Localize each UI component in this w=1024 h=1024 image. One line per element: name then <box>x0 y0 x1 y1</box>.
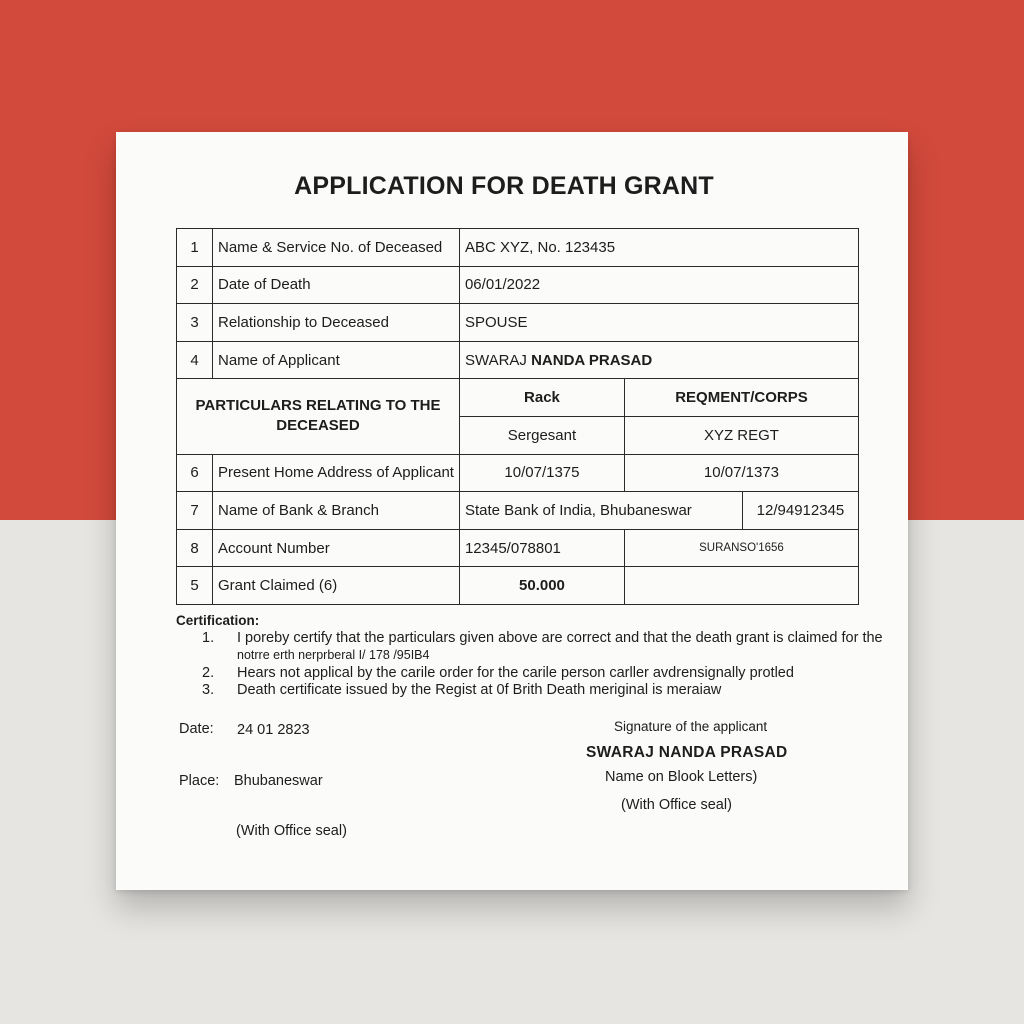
table-row <box>177 492 859 530</box>
row-label: Relationship to Deceased <box>213 304 460 342</box>
document-title: APPLICATION FOR DEATH GRANT <box>294 172 714 200</box>
row-value-secondary <box>624 567 858 605</box>
rank-header: Rack <box>459 379 624 417</box>
place-label: Place: <box>179 773 220 789</box>
signature-caption: Signature of the applicant <box>614 719 768 734</box>
particulars-heading: PARTICULARS RELATING TO THE DECEASED <box>177 379 460 454</box>
table-row <box>177 454 859 492</box>
row-number: 3 <box>177 304 213 342</box>
row-number: 7 <box>177 492 213 530</box>
applicant-name-block-letters: SWARAJ NANDA PRASAD <box>586 744 788 761</box>
row-value-secondary: 12/94912345 <box>742 492 858 530</box>
row-label: Present Home Address of Applicant <box>213 454 460 492</box>
table-row <box>177 266 859 304</box>
row-number: 8 <box>177 529 213 567</box>
row-number: 1 <box>177 229 213 267</box>
table-row <box>177 567 859 605</box>
office-seal-note-right: (With Office seal) <box>621 797 732 813</box>
place-value: Bhubaneswar <box>234 773 323 789</box>
particulars-header-row <box>177 379 859 417</box>
date-value: 24 01 2823 <box>237 722 310 738</box>
row-value: SPOUSE <box>459 304 858 342</box>
regiment-header: REQMENT/CORPS <box>624 379 858 417</box>
certification-item-number: 1. <box>202 630 215 646</box>
regiment-value: XYZ REGT <box>624 416 858 454</box>
rank-value: Sergesant <box>459 416 624 454</box>
certification-heading: Certification: <box>176 613 260 628</box>
row-label: Grant Claimed (6) <box>213 567 460 605</box>
certification-item-text: Death certificate issued by the Regist at 0f Brith Death meriginal is meraiaw <box>237 682 722 698</box>
row-number: 2 <box>177 266 213 304</box>
row-value: 12345/078801 <box>459 529 624 567</box>
table-row <box>177 341 859 379</box>
applicant-first-name: SWARAJ <box>464 351 527 369</box>
row-value: 10/07/1375 <box>459 454 624 492</box>
row-value: State Bank of India, Bhubaneswar <box>459 492 742 530</box>
applicant-surname: NANDA PRASAD <box>531 351 653 369</box>
row-number: 5 <box>177 567 213 605</box>
row-label: Date of Death <box>213 266 460 304</box>
document-sheet <box>116 132 908 890</box>
office-seal-note-left: (With Office seal) <box>236 823 347 839</box>
row-label: Name of Applicant <box>213 341 460 379</box>
name-caption: Name on Blook Letters) <box>605 769 758 785</box>
row-value <box>459 341 858 379</box>
certification-item-continuation: notrre erth nerprberal I/ 178 /95IB4 <box>237 648 430 662</box>
row-value: ABC XYZ, No. 123435 <box>459 229 858 267</box>
date-label: Date: <box>179 721 214 737</box>
grant-amount: 50.000 <box>459 567 624 605</box>
row-value-secondary: 10/07/1373 <box>624 454 858 492</box>
table-row <box>177 229 859 267</box>
certification-item-number: 2. <box>202 665 215 681</box>
row-number: 4 <box>177 341 213 379</box>
certification-item-number: 3. <box>202 682 215 698</box>
row-label: Name of Bank & Branch <box>213 492 460 530</box>
certification-item-text: I poreby certify that the particulars given above are correct and that the death grant is claimed for the <box>237 630 883 646</box>
row-value-secondary: SURANSO'1656 <box>624 529 858 567</box>
certification-item-text: Hears not applical by the carile order for the carile person carller avdrensignally protled <box>237 665 794 681</box>
row-value: 06/01/2022 <box>459 266 858 304</box>
application-form-table <box>176 228 859 605</box>
table-row <box>177 304 859 342</box>
table-row <box>177 529 859 567</box>
row-label: Account Number <box>213 529 460 567</box>
row-label: Name & Service No. of Deceased <box>213 229 460 267</box>
row-number: 6 <box>177 454 213 492</box>
